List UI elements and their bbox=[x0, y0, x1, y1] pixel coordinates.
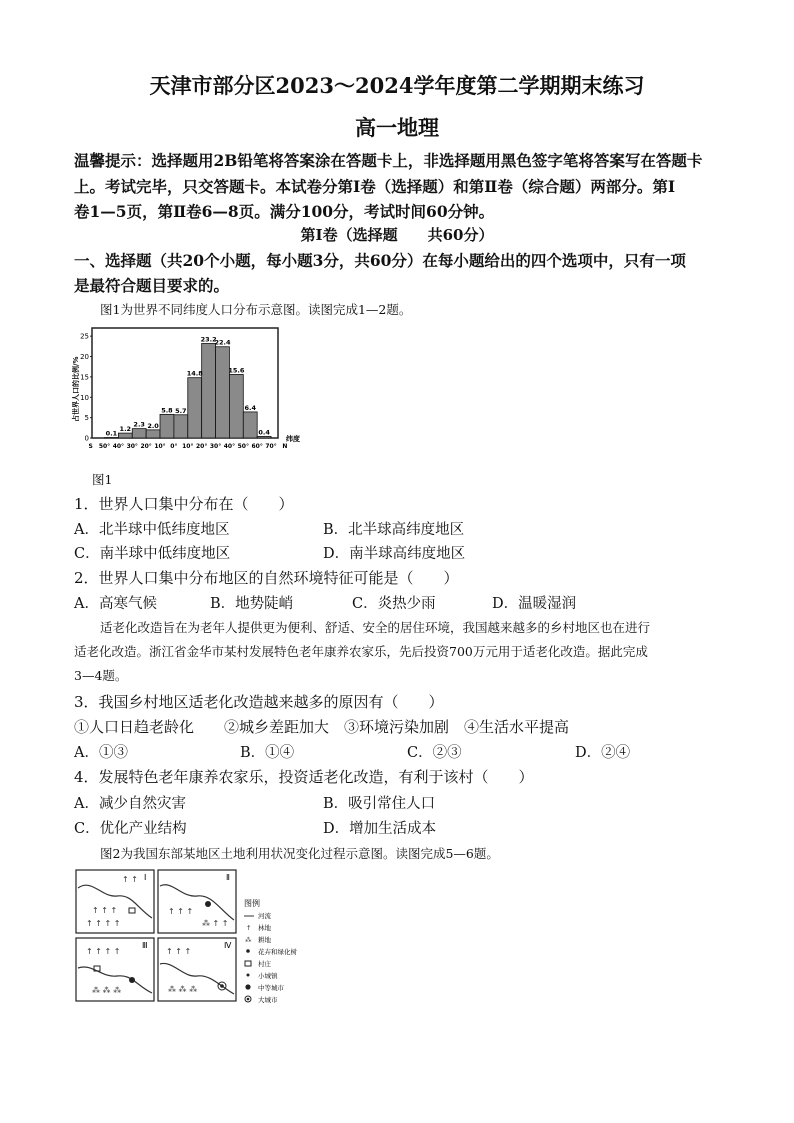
legend-big-city: 大城市 bbox=[258, 996, 278, 1004]
svg-text:↑ ↑ ↑ ↑: ↑ ↑ ↑ ↑ bbox=[86, 919, 121, 928]
bar-value-label-2: 2.3 bbox=[133, 420, 145, 429]
bar-value-label-1: 1.2 bbox=[119, 425, 132, 434]
fig1-caption: 图1 bbox=[92, 472, 113, 487]
bar-value-label-5: 5.7 bbox=[175, 406, 187, 415]
x-tick-label: 0° bbox=[170, 443, 178, 450]
legend-farmland: 耕地 bbox=[258, 936, 271, 944]
x-tick-label: 40° bbox=[112, 443, 125, 450]
panel-4 bbox=[158, 938, 236, 1001]
legend-medium-city: 中等城市 bbox=[258, 984, 284, 992]
bar-value-label-8: 22.4 bbox=[214, 338, 231, 347]
svg-text:↑ ↑: ↑ ↑ bbox=[122, 875, 138, 884]
x-tick-label: 10° bbox=[182, 443, 194, 450]
svg-text:↑ ↑ ↑ ↑: ↑ ↑ ↑ ↑ bbox=[86, 947, 121, 956]
section-instruction-1: 一、选择题（共20个小题，每小题3分，共60分）在每小题给出的四个选项中，只有一项 bbox=[74, 251, 686, 270]
passage-line-3: 3—4题。 bbox=[74, 668, 128, 683]
svg-text:⁂ ⁂ ⁂: ⁂ ⁂ ⁂ bbox=[168, 985, 198, 994]
panel-1-label: Ⅰ bbox=[144, 873, 147, 882]
svg-text:⁂ ⁂ ⁂: ⁂ ⁂ ⁂ bbox=[92, 986, 122, 995]
bar-value-label-10: 6.4 bbox=[244, 403, 256, 412]
fig2-intro: 图2为我国东部某地区土地利用状况变化过程示意图。读图完成5—6题。 bbox=[100, 846, 499, 861]
notice-line-3: 卷1—5页，第Ⅱ卷6—8页。满分100分，考试时间60分钟。 bbox=[74, 202, 495, 221]
section-instruction-2: 是最符合题目要求的。 bbox=[74, 276, 230, 295]
panel-4-label: Ⅳ bbox=[224, 941, 232, 950]
svg-text:⁂ ↑ ↑: ⁂ ↑ ↑ bbox=[202, 919, 229, 928]
legend-village: 村庄 bbox=[258, 960, 271, 968]
q2-option-d[interactable]: D．温暖湿润 bbox=[492, 596, 577, 612]
q4-option-c[interactable]: C．优化产业结构 bbox=[74, 821, 187, 837]
bar-11 bbox=[257, 436, 271, 438]
population-latitude-chart bbox=[70, 326, 310, 461]
q2-option-b[interactable]: B．地势陡峭 bbox=[210, 596, 294, 612]
exam-title: 天津市部分区2023～2024学年度第二学期期末练习 bbox=[149, 73, 645, 98]
bar-5 bbox=[174, 415, 188, 438]
svg-text:↑ ↑ ↑: ↑ ↑ ↑ bbox=[168, 907, 194, 916]
q2-option-c[interactable]: C．炎热少雨 bbox=[352, 596, 436, 612]
y-axis-label: 占世界人口的比例/% bbox=[72, 356, 80, 422]
panel-1 bbox=[76, 870, 154, 933]
bar-10 bbox=[243, 412, 257, 438]
q3-option-b[interactable]: B．①④ bbox=[240, 745, 295, 761]
bar-1 bbox=[118, 433, 132, 438]
y-tick-label: 0 bbox=[84, 434, 89, 443]
x-tick-label: 50° bbox=[237, 443, 249, 450]
bar-value-label-7: 23.2 bbox=[200, 335, 217, 344]
land-use-figure bbox=[72, 868, 322, 1008]
x-tick-label: 10° bbox=[154, 443, 166, 450]
fig1-intro: 图1为世界不同纬度人口分布示意图。读图完成1—2题。 bbox=[100, 302, 412, 317]
notice-line-2: 上。考试完毕，只交答题卡。本试卷分第Ⅰ卷（选择题）和第Ⅱ卷（综合题）两部分。第Ⅰ bbox=[74, 177, 676, 196]
y-tick-label: 25 bbox=[80, 332, 89, 341]
x-tick-label: N bbox=[282, 443, 288, 450]
panel-3-label: Ⅲ bbox=[142, 941, 148, 950]
passage-line-2: 适老化改造。浙江省金华市某村发展特色老年康养农家乐，先后投资700万元用于适老化改造。据此完成 bbox=[74, 644, 648, 659]
bar-value-label-0: 0.1 bbox=[105, 429, 118, 438]
bar-7 bbox=[202, 343, 216, 438]
x-tick-label: 40° bbox=[223, 443, 236, 450]
fig2-legend bbox=[244, 898, 298, 1004]
q3-option-a[interactable]: A．①③ bbox=[74, 745, 128, 761]
bar-value-label-11: 0.4 bbox=[258, 428, 270, 437]
x-tick-label: 70° bbox=[265, 443, 277, 450]
bar-3 bbox=[146, 430, 160, 438]
x-tick-label: 20° bbox=[195, 443, 208, 450]
bar-9 bbox=[229, 374, 243, 438]
q1-stem: 1．世界人口集中分布在（ ） bbox=[74, 495, 294, 513]
x-tick-label: 30° bbox=[126, 443, 138, 450]
q3-option-c[interactable]: C．②③ bbox=[407, 745, 462, 761]
panel-3 bbox=[76, 938, 154, 1001]
passage-line-1: 适老化改造旨在为老年人提供更为便利、舒适、安全的居住环境，我国越来越多的乡村地区也在进行 bbox=[100, 620, 651, 635]
part1-title: 第Ⅰ卷（选择题 共60分） bbox=[300, 226, 494, 244]
x-tick-label: 30° bbox=[209, 443, 222, 450]
q4-option-d[interactable]: D．增加生活成本 bbox=[323, 821, 437, 837]
bar-8 bbox=[216, 347, 230, 438]
legend-river: 河流 bbox=[258, 912, 271, 920]
q1-option-d[interactable]: D．南半球高纬度地区 bbox=[323, 546, 466, 562]
x-tick-label: 50° bbox=[98, 443, 111, 450]
y-tick-label: 15 bbox=[80, 373, 89, 382]
panel-2 bbox=[158, 870, 236, 933]
legend-title: 图例 bbox=[244, 899, 260, 908]
bar-value-label-6: 14.8 bbox=[186, 369, 203, 378]
q1-option-b[interactable]: B．北半球高纬度地区 bbox=[323, 522, 465, 538]
bar-2 bbox=[132, 429, 146, 438]
legend-forest: 林地 bbox=[258, 924, 271, 932]
x-tick-label: 60° bbox=[251, 443, 263, 450]
panel-2-label: Ⅱ bbox=[226, 873, 230, 882]
q4-stem: 4．发展特色老年康养农家乐，投资适老化改造，有利于该村（ ） bbox=[74, 768, 534, 786]
svg-text:↑ ↑ ↑: ↑ ↑ ↑ bbox=[92, 906, 118, 915]
q4-option-b[interactable]: B．吸引常住人口 bbox=[323, 796, 436, 812]
legend-flowers: 花卉和绿化树 bbox=[258, 948, 297, 956]
svg-text:↑ ↑ ↑: ↑ ↑ ↑ bbox=[166, 947, 192, 956]
bar-6 bbox=[188, 378, 202, 438]
svg-text:↑: ↑ bbox=[246, 924, 252, 932]
x-axis-label: 纬度 bbox=[286, 435, 300, 443]
legend-town: 小城镇 bbox=[258, 972, 278, 980]
x-tick-label: S bbox=[88, 443, 93, 450]
q3-option-d[interactable]: D．②④ bbox=[575, 745, 631, 761]
q1-option-c[interactable]: C．南半球中低纬度地区 bbox=[74, 546, 231, 562]
q2-stem: 2．世界人口集中分布地区的自然环境特征可能是（ ） bbox=[74, 569, 459, 587]
q3-items: ①人口日趋老龄化 ②城乡差距加大 ③环境污染加剧 ④生活水平提高 bbox=[74, 718, 570, 736]
bar-value-label-3: 2.0 bbox=[147, 421, 159, 430]
bar-value-label-9: 15.6 bbox=[228, 366, 245, 375]
y-tick-label: 20 bbox=[80, 353, 89, 362]
x-tick-label: 20° bbox=[140, 443, 152, 450]
notice-line-1: 温馨提示：选择题用2B铅笔将答案涂在答题卡上，非选择题用黑色签字笔将答案写在答题卡 bbox=[74, 151, 703, 170]
y-tick-label: 5 bbox=[84, 414, 89, 423]
y-tick-label: 10 bbox=[80, 393, 89, 402]
q4-option-a[interactable]: A．减少自然灾害 bbox=[74, 796, 186, 812]
bar-value-label-4: 5.8 bbox=[161, 406, 173, 415]
q1-option-a[interactable]: A．北半球中低纬度地区 bbox=[74, 522, 230, 538]
subject-title: 高一地理 bbox=[355, 115, 439, 140]
q2-option-a[interactable]: A．高寒气候 bbox=[74, 596, 157, 612]
bar-4 bbox=[160, 414, 174, 438]
svg-text:⁂: ⁂ bbox=[245, 936, 252, 944]
q3-stem: 3．我国乡村地区适老化改造越来越多的原因有（ ） bbox=[74, 693, 444, 711]
